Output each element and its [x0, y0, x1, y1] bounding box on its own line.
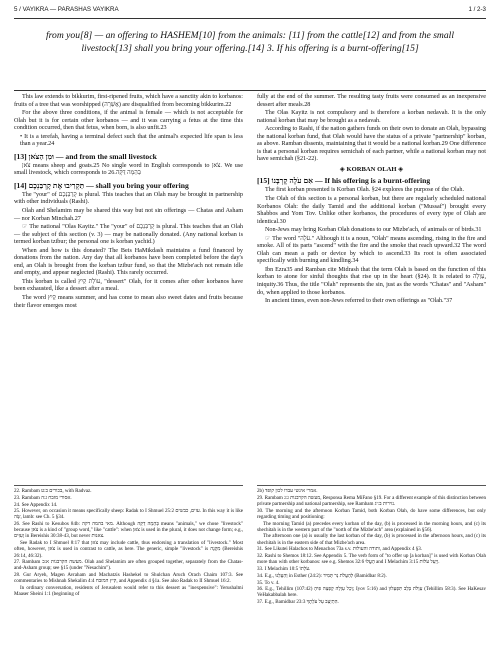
commentary-paragraph: When and how is this donated? The Beis HaMikdash maintains a fund financed by donations from the nation. Any day that all korbanos have been completed before the day's end, an Olah is brought from the korban tzibur fund, so that the Mizbe'ach not remain idle and empty, and appear neglected (Rashi). This rarely occurred. — [14, 247, 243, 277]
footnote-rule-left — [14, 485, 243, 486]
footnote: See Radak to I Shmuel 8:17 that צֹאן may include cattle, thus endorsing a translation of "livestock." Most often, however, צֹאן is used in contrast to cattle, as here. The generic, simple "livestock" is מִקְנֶה (Bereishis 26:14, 46:32). — [14, 540, 243, 559]
footnote: 23. Rambam אסורי מזבח ג:ה. — [14, 494, 72, 501]
footnote: 2b) אמרי אינשי עבדו לכון קופד. — [257, 488, 318, 494]
footnote: 31. See Likutei Halachos to Menachos 73a s.v. ותודה והעולות, and Appendix 4 §3. — [257, 546, 423, 553]
commentary-paragraph: The first korban presented is Korban Olah. §24 explores the purpose of the Olah. — [265, 187, 465, 194]
commentary-paragraph: ☞ The word "עֹלָה." Although it is a noun, "Olah" means ascending, rising in the fire and smoke. All of its parts "ascend" with the fire and the smoke that reach upward.32 The word Olah can mean a path or device by which to ascend.33 Its root is often associated specifically with burning and kindling.34 — [257, 235, 486, 265]
footnotes-left — [14, 488, 243, 598]
diamond-icon: ◈ — [398, 165, 404, 173]
verse-ref: 1 / 2-3 — [468, 6, 486, 13]
section-title: ◈ KORBAN OLAH ◈ — [339, 165, 404, 173]
commentary-paragraph: The "your" of קָרְבַּנְכֶם is plural. This teaches that an Olah may be brought in partnership with other individuals (Rashi). — [14, 191, 244, 206]
footnote: 28. Gur Aryeh, Magen Avraham and Machatzis Hashekel to Shulchan Aruch Orach Chaim 107:3. See commentaries to Mishnah Shekalim 4:4 קיץ המזבח, and Appendix 4 §1a. See also Radak to II Shmuel 16:2. — [14, 572, 243, 585]
commentary-paragraph: The Olah of this section is a personal korban, but there are regularly scheduled national Korbanos Olah: the daily Tamid and the additional korban ("Mussaf") brought every Shabbos and Yom Tov. Unlike other korbanos, the procedures of every type of Olah are identical.30 — [257, 196, 486, 225]
pointing-hand-icon: ☞ — [265, 235, 271, 242]
left-column — [14, 94, 243, 311]
footnote: 33. I Melachim 10:5 עֹלָתוֹ. — [257, 566, 311, 573]
verse-translation: from you[8] — an offering to HASHEM[10] from the animals: [11] from the cattle[12] and from the small livestock[13] shall you bring your offering.[14] 3. If his offering is a burnt-offering[15] — [46, 30, 454, 54]
section-heading-14: [14] תַּקְרִיבוּ אֶת קָרְבַּנְכֶם — shall you bring your offering — [14, 180, 189, 190]
footnote: 37. E.g., Bamidbar 23:3 הִתְיַצֵּב עַל עֹלָתֶךָ. — [257, 599, 339, 606]
commentary-paragraph: This law extends to bikkurim, first-ripened fruits, which have a sanctity akin to korbanos: fruits of a tree that was worshipped (אֲשֵׁרָה) are disqualified from becoming bikkurim.22 — [14, 94, 243, 108]
footnote: The morning Tamid (a) precedes every korban of the day, (b) is processed in the morning hours, and (c) its shechitah is in the western part of the "north of the Mizbe'ach" area (explained in §56). — [257, 520, 486, 533]
footnote: 29. Rambam מעשה הקרבנות ג:ג, Responsa Rema MiFano §19. For a different example of this distinction between private partnership and national partnership, see Rambam נזירות ב:יג. — [257, 494, 486, 507]
commentary-paragraph: fully at the end of the summer. The resulting tasty fruits were consumed as an inexpensive dessert after meals.28 — [257, 94, 486, 108]
footnote: 24. See Appendix 14. — [14, 501, 58, 508]
bullet-item: • It is a terefah, having a terminal defect such that the animal's expected life span is less than a year.24 — [20, 133, 243, 148]
footnote: In ordinary conversation, residents of Jerusalem would refer to this dessert as "inexpensive": Yerushalmi Maaser Sheini 1:1 (beginning of — [14, 585, 243, 598]
footnote: 27. Rambam מעשה הקרבנות א:ב. Olah and Shelamim are often grouped together, separately from the Chatas-and-Asham group; see §15 (under "Nesachim"). — [14, 559, 243, 572]
footnote: The afternoon one (a) is usually the last korban of the day, (b) is processed in the afternoon hours, and (c) its shechitah is in the eastern side of that Mizbe'ach area. — [257, 533, 486, 546]
commentary-paragraph: This korban is called עוֹלַת קַיִץ, "dessert" Olah, for it comes after other korbanos have been exhausted, like a dessert after a meal. — [14, 278, 243, 293]
commentary-paragraph: ☞ The national "Olas Kayitz." The "your" of קָרְבַּנְכֶם is plural. This teaches that an Olah — the subject of this section (v. 3) — may be nationally donated. (Any national korban is termed korban tzibur; the personal one is korban yachid.) — [14, 224, 243, 246]
section-heading-13: [13] וּמִן הַצֹּאן — and from the small livestock — [14, 151, 157, 161]
footnote: 22. Rambam בכורים ב:ט, with Radvaz. — [14, 488, 92, 494]
right-column — [257, 94, 486, 307]
commentary-paragraph: In ancient times, even non-Jews referred to their own offerings as "Olah."37 — [265, 298, 453, 305]
pointing-hand-icon: ☞ — [22, 224, 28, 231]
commentary-paragraph: Ibn Ezra35 and Ramban cite Midrash that the term Olah is based on the function of this korban to atone for sinful thoughts that rise up in the heart (§24). It is related to עַוְלָה, iniquity.36 Thus, the title "Olah" represents the sin, just as the words "Chatas" and "Asham" do, when applied to those korbanos. — [257, 266, 486, 296]
footnote: 34. E.g., וְהַעֲלֵנוּ in Esther (24:2): לְהַעֲלֹת נֵר תָּמִיד (Bamidbar 8:2). — [257, 572, 387, 579]
section-heading-15: [15] אִם עֹלָה קָרְבָּנוֹ — If his offering is a burnt-offering — [257, 176, 431, 186]
footnote-rule-right — [257, 485, 486, 486]
footnote: 36. E.g., Tehillim (107:42) וְכָל עַוְלָה קָפְצָה פִּיהָ; Iyov 5:16) and עַוְלֹת בְּלֵב תִּפְעָלוּן (Tehillim 58:3). See HaKesav VeHakabbalah here. — [257, 586, 486, 599]
commentary-paragraph: For the above three conditions, if the animal is female — which is not acceptable for Olah but it is for certain other korbanos — and it was carrying a fetus at the time this condition occurred, then that fetus, when born, is also unfit.23 — [14, 110, 243, 132]
page-header — [14, 6, 486, 18]
intro-rule — [14, 90, 486, 91]
commentary-paragraph: Non-Jews may bring Korban Olah donations to our Mizbe'ach, of animals or of birds.31 — [265, 227, 482, 234]
footnote: 25. However, on occasion it means specifically sheep: Radak to I Shmuel 25:2 עזים, כבשים. In this way it is like שֶׂה, lamb: see Ch. 5 §34. — [14, 508, 243, 521]
diamond-icon: ◈ — [339, 165, 345, 173]
commentary-paragraph: Olah and Shelamim may be shared this way but not sin offerings — Chatas and Asham — nor Korban Minchah.27 — [14, 208, 243, 222]
header-rule — [14, 18, 486, 19]
footnotes-right — [257, 488, 486, 606]
footnote: 26. See Rashi to Kesubos 84b: מאי בהמה דקה. Although בְּהֵמָה דַקָּה means "animals," we chose "livestock" because צֹאן is a kind of "group word," like "cattle": when צֹאן is used in the plural, it does not change form; e.g., וְעִזִּים in Bereishis 30:38-43, but never צאנות. — [14, 521, 243, 540]
commentary-paragraph: The Olas Kayitz is not compulsory and is therefore a korban nedavah. It is the only national korban that may be brought as a nedavah. — [257, 110, 486, 124]
running-head: 5 / VAYIKRA — PARASHAS VAYIKRA — [14, 6, 119, 13]
commentary-paragraph: According to Rashi, if the nation gathers funds on their own to donate an Olah, bypassing the national korban fund, that Olah would have the status of a private "partnership" korban, as above. Ramban dissents, maintaining that it would be a national korban.29 One difference is that a personal korban requires semichah of each partner, while a national korban may not have semichah (§21-22). — [257, 126, 486, 163]
commentary-paragraph: צֹאן means sheep and goats.25 No single word in English corresponds to צֹאן. We use small livestock, which corresponds to בְּהֵמָה דַּקָּה.26 — [14, 162, 243, 177]
commentary-paragraph: The word קַיִץ means summer, and has come to mean also sweet dates and fruits because their flavor emerges most — [14, 295, 243, 309]
footnote: 30. The morning and the afternoon Korban Tamid, both Korban Olah, do have some differences, but only regarding timing and positioning: — [257, 507, 486, 520]
footnote: 32. Rashi to Shemos 18:12. See Appendix 5. The verb form of "to offer up [a korban]" is used with Korban Olah more than with other korbanos: see e.g. Shemos 32:6 הָעֱלוּ and I Melachim 3:15 וַיַּעַל עֹלוֹת. — [257, 553, 486, 566]
footnote: 35. To v. 4. — [257, 579, 280, 586]
